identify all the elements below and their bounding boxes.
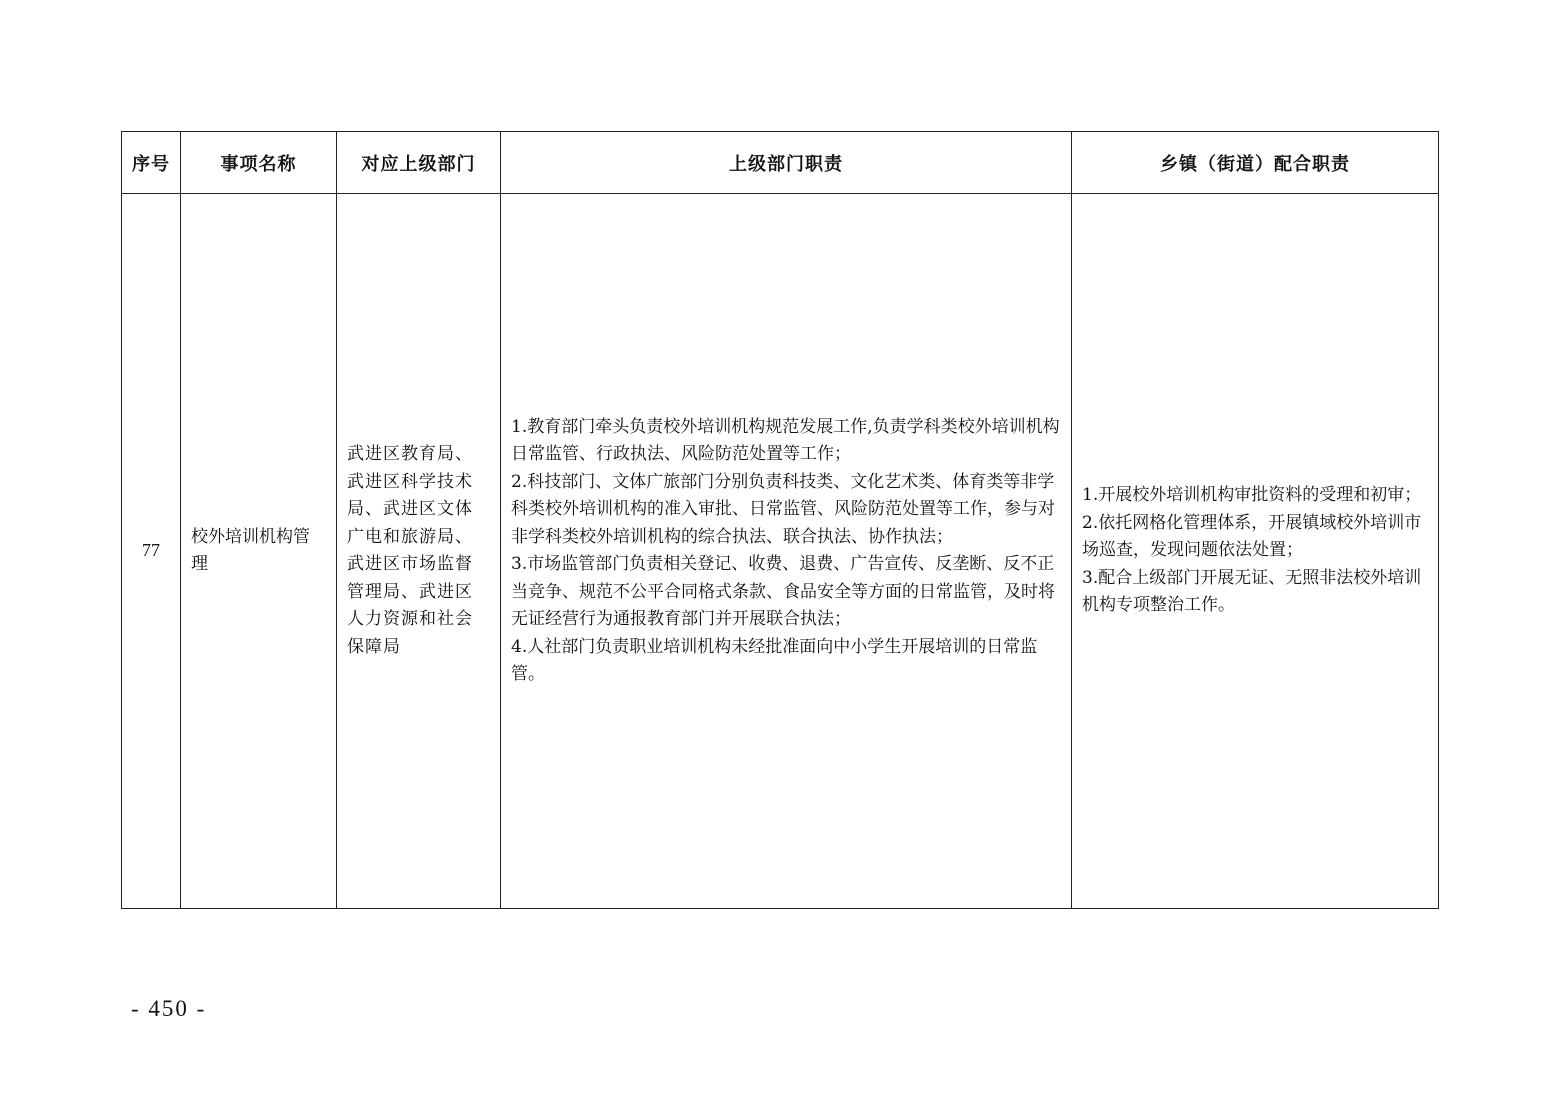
header-seq: 序号 bbox=[122, 132, 181, 194]
header-row bbox=[122, 132, 1439, 194]
header-superior-responsibility: 上级部门职责 bbox=[501, 132, 1072, 194]
cooperation-item: 1.开展校外培训机构审批资料的受理和初审； bbox=[1082, 485, 1422, 506]
table-header bbox=[122, 132, 1439, 194]
responsibility-item: 4.人社部门负责职业培训机构未经批准面向中小学生开展培训的日常监管。 bbox=[511, 636, 1038, 684]
responsibility-item: 1.教育部门牵头负责校外培训机构规范发展工作,负责学科类校外培训机构日常监管、行政执法、风险防范处置等工作； bbox=[511, 416, 1060, 464]
page-number: - 450 - bbox=[131, 996, 207, 1021]
responsibility-item: 3.市场监管部门负责相关登记、收费、退费、广告宣传、反垄断、反不正当竞争、规范不公平合同格式条款、食品安全等方面的日常监管，及时将无证经营行为通报教育部门并开展联合执法； bbox=[511, 554, 1055, 629]
header-superior-dept: 对应上级部门 bbox=[337, 132, 501, 194]
cooperation-item: 2.依托网格化管理体系，开展镇域校外培训市场巡查，发现问题依法处置； bbox=[1082, 512, 1422, 561]
cell-superior-dept: 武进区教育局、武进区科学技术局、武进区文体广电和旅游局、武进区市场监督管理局、武进区人力资源和社会保障局 bbox=[337, 194, 501, 909]
responsibility-item: 2.科技部门、文体广旅部门分别负责科技类、文化艺术类、体育类等非学科类校外培训机构的准入审批、日常监管、风险防范处置等工作，参与对非学科类校外培训机构的综合执法、联合执法、协作执法； bbox=[511, 471, 1055, 547]
cell-township-responsibility bbox=[1072, 194, 1439, 909]
cell-item-name: 校外培训机构管理 bbox=[181, 194, 337, 909]
cell-superior-responsibility bbox=[501, 194, 1072, 909]
cell-seq: 77 bbox=[122, 194, 181, 909]
header-item-name: 事项名称 bbox=[181, 132, 337, 194]
header-township-responsibility: 乡镇（街道）配合职责 bbox=[1072, 132, 1439, 194]
responsibility-table bbox=[121, 131, 1439, 909]
table-body bbox=[122, 194, 1439, 909]
cooperation-item: 3.配合上级部门开展无证、无照非法校外培训机构专项整治工作。 bbox=[1082, 567, 1422, 616]
table-row bbox=[122, 194, 1439, 909]
